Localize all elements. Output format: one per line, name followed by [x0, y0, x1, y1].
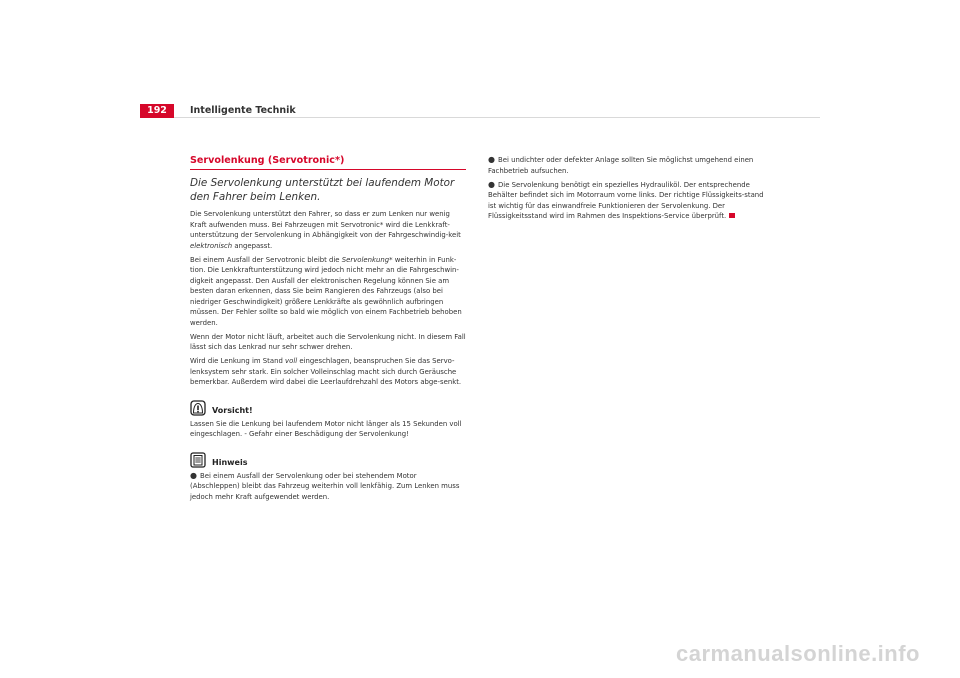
- caution-title: Vorsicht!: [212, 405, 253, 415]
- running-header: Intelligente Technik: [190, 105, 296, 116]
- caution-text: Lassen Sie die Lenkung bei laufendem Motor nicht länger als 15 Sekunden voll eingeschlagen. - Gefahr einer Beschädigung der Servolenkung!: [190, 419, 462, 438]
- bullet-icon: ●: [488, 179, 495, 189]
- hint-heading: [190, 452, 466, 468]
- watermark: carmanualsonline.info: [676, 641, 920, 666]
- paragraph-4: Wird die Lenkung im Stand voll eingeschlagen, beanspruchen Sie das Servo-lenksystem sehr stark. Ein solcher Volleinschlag macht sich durch Geräusche bemerkbar. Außerdem wird dabei die Leerlaufdrehzahl des Motors abge-senkt.: [190, 357, 462, 386]
- paragraph-2: Bei einem Ausfall der Servotronic bleibt die Servolenkung* weiterhin in Funk-tion. Die Lenkkraftunterstützung wird jedoch nicht mehr an die Fahrgeschwin-digkeit angepasst. Den Ausfall der elektronischen Regelung können Sie am besten daran erkennen, dass Sie beim Rangieren des Fahrzeugs (also bei niedriger Geschwindigkeit) größere Lenkkräfte als gewöhnlich aufbringen müssen. Der Fehler sollte so bald wie möglich von einem Fachbetrieb behoben werden.: [190, 255, 462, 327]
- end-square-icon: [729, 213, 735, 218]
- page-number: 192: [140, 104, 174, 118]
- right-column: [488, 155, 772, 225]
- hint-item-3: ● Die Servolenkung benötigt ein spezielles Hydrauliköl. Der entsprechende Behälter befindet sich im Motorraum vorne links. Der richtige Flüssigkeits-stand ist wichtig für das einwandfreie Funktionieren der Servolenkung. Der Flüssigkeitsstand wird im Rahmen des Inspektions-Service überprüft.: [488, 179, 764, 220]
- hint-item-2: ● Bei undichter oder defekter Anlage sollten Sie möglichst umgehend einen Fachbetrieb aufsuchen.: [488, 155, 754, 175]
- header-rule: [174, 117, 820, 118]
- hint-item-1: ● Bei einem Ausfall der Servolenkung oder bei stehendem Motor (Abschleppen) bleibt das Fahrzeug weiterhin voll lenkfähig. Zum Lenken muss jedoch mehr Kraft aufgewendet werden.: [190, 470, 460, 501]
- hint-title: Hinweis: [212, 457, 248, 467]
- paragraph-1: Die Servolenkung unterstützt den Fahrer, so dass er zum Lenken nur wenig Kraft aufwenden muss. Bei Fahrzeugen mit Servotronic* wird die Lenkkraft-unterstützung der Servolenkung in Abhängigkeit von der Fahrgeschwindig-keit elektronisch angepasst.: [190, 210, 461, 250]
- note-icon: [190, 452, 206, 468]
- bullet-icon: ●: [488, 155, 495, 164]
- section-title: Servolenkung (Servotronic*): [190, 155, 466, 170]
- section-subtitle: Die Servolenkung unterstützt bei laufendem Motor den Fahrer beim Lenken.: [190, 177, 455, 203]
- caution-heading: [190, 400, 466, 416]
- exclamation-icon: [190, 400, 206, 416]
- paragraph-3: Wenn der Motor nicht läuft, arbeitet auch die Servolenkung nicht. In diesem Fall lässt sich das Lenkrad nur sehr schwer drehen.: [190, 332, 466, 351]
- left-column: [190, 155, 466, 506]
- bullet-icon: ●: [190, 470, 197, 480]
